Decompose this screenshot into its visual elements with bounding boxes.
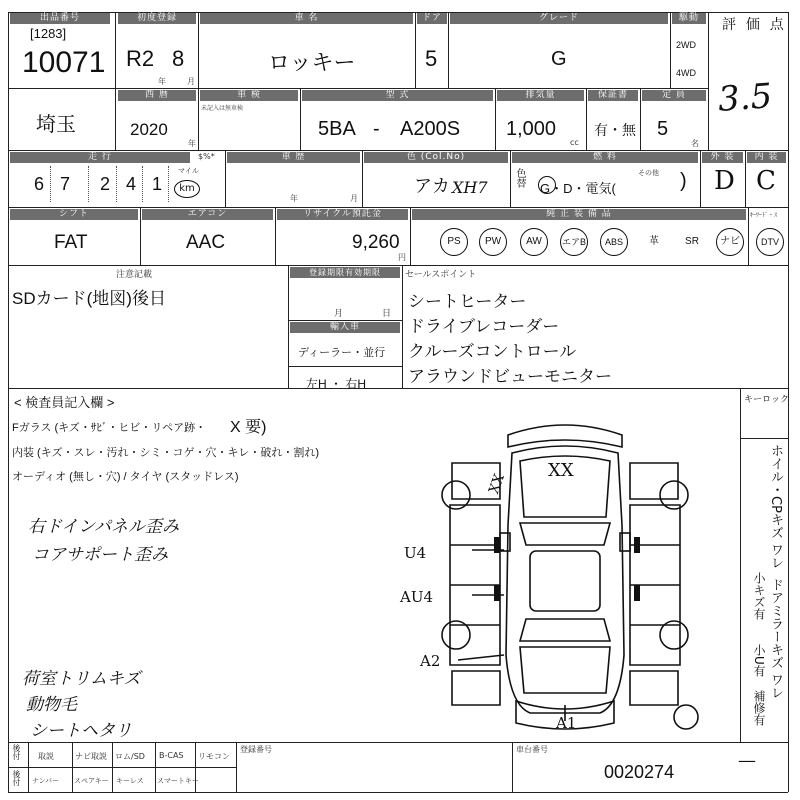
mileage-digit: 4 xyxy=(126,174,137,194)
nen-label-2: 年 xyxy=(188,139,196,148)
sales-header: セールスポイント xyxy=(405,270,477,280)
mileage-header: 走 行 xyxy=(10,152,190,163)
equip-leather: 革 xyxy=(649,236,659,247)
item-spare-key: スペアキー xyxy=(74,777,109,785)
displacement-value: 1,000 xyxy=(506,118,557,140)
damage-front: XX xyxy=(548,460,574,481)
color-header: 色 (Col.No) xyxy=(364,152,508,163)
item-smart-key: スマートキー xyxy=(157,777,199,785)
import-header: 輸入車 xyxy=(290,322,400,333)
unit-mile: マイル xyxy=(178,167,199,175)
warranty-value: 有・無 xyxy=(594,122,636,138)
handwritten-note: 動物毛 xyxy=(26,695,77,715)
fuel-header: 燃 料 xyxy=(512,152,698,163)
shaken-header: 車 検 xyxy=(200,90,298,101)
damage-a2: A2 xyxy=(420,652,441,670)
history-tsuki: 月 xyxy=(350,194,358,203)
cc-label: cc xyxy=(570,138,579,147)
tsuki-label: 月 xyxy=(187,77,195,86)
retrofit-label: 後付 xyxy=(12,744,21,760)
venue-code: [1283] xyxy=(30,26,67,41)
import-options: ディーラー・並行 xyxy=(298,347,386,359)
handle-options: 左H ・ 右H xyxy=(306,377,367,391)
item-remote: リモコン xyxy=(198,752,230,761)
side-note: 補修有 xyxy=(752,690,766,726)
retrofit-label: 後付 xyxy=(12,770,21,786)
yen-label: 円 xyxy=(398,253,406,262)
side-note: ドアミラーキズ ワレ xyxy=(768,578,783,700)
recycle-header: リサイクル預託金 xyxy=(277,209,408,220)
warranty-header: 保証書 xyxy=(588,90,638,101)
last-col-header: ｷｰﾜｰﾄﾞ・ｽ xyxy=(750,212,778,219)
notes-header: 注意記載 xyxy=(116,270,153,280)
equip-sr: SR xyxy=(685,236,699,247)
item-navi-manual: ナビ取説 xyxy=(75,752,107,761)
damage-hood-side: XX xyxy=(486,471,508,497)
recycle-value: 9,260 xyxy=(352,232,400,253)
doors-header: ドア xyxy=(417,13,447,24)
equip-navi: ナビ xyxy=(716,228,744,256)
capacity-header: 定 員 xyxy=(642,90,706,101)
seireki-value: 2020 xyxy=(130,120,168,139)
meter-header: $%* xyxy=(198,152,215,161)
score-header: 評 価 点 xyxy=(722,16,787,32)
doc-tsuki: 月 xyxy=(334,309,344,319)
ext-grade: D xyxy=(714,166,735,196)
mileage-digit: 7 xyxy=(60,174,71,194)
inspection-header: < 検査員記入欄 > xyxy=(14,395,115,410)
sales-point: クルーズコントロール xyxy=(408,342,577,361)
equip-pw: PW xyxy=(479,228,507,256)
mileage-digit: 1 xyxy=(152,174,163,194)
unit-km: km xyxy=(174,180,200,198)
damage-u4: U4 xyxy=(404,544,427,562)
handwritten-note: コアサポート歪み xyxy=(32,545,168,565)
first-reg-header: 初度登録 xyxy=(118,13,196,24)
drive-4wd: 4WD xyxy=(676,68,696,78)
shaken-note: 未記入は無車検 xyxy=(201,105,244,112)
reg-month: 8 xyxy=(172,46,185,71)
equip-dtv: DTV xyxy=(756,228,784,256)
damage-au4: AU4 xyxy=(400,588,434,606)
era-year: R2 xyxy=(126,46,155,71)
item-manual: 取説 xyxy=(38,752,54,761)
car-name: ロッキー xyxy=(268,50,356,75)
item-plate: ナンバー xyxy=(32,777,60,785)
capacity-value: 5 xyxy=(657,118,669,140)
region: 埼玉 xyxy=(36,114,76,136)
lot-header: 出品番号 xyxy=(10,13,110,24)
chassis-header: 車台番号 xyxy=(516,745,548,754)
model-prefix: 5BA xyxy=(318,118,356,140)
doors-value: 5 xyxy=(425,46,438,71)
drive-2wd: 2WD xyxy=(676,40,696,50)
item-rom-sd: ロム/SD xyxy=(115,752,145,761)
repaint-label: 色替 xyxy=(514,168,525,188)
notes-text: SDカード(地図)後日 xyxy=(12,289,166,308)
inspection-line-1-mark: X 要) xyxy=(230,419,267,436)
ext-header: 外 装 xyxy=(702,152,743,163)
model-code: A200S xyxy=(400,118,461,140)
inspection-line-1: Fガラス (キズ・ｻﾋﾞ・ヒビ・リペア跡・ xyxy=(12,422,207,434)
sales-point: アラウンドビューモニター xyxy=(408,367,612,386)
seireki-header: 西 暦 xyxy=(118,90,196,101)
grade-header: グレード xyxy=(450,13,668,24)
int-header: 内 装 xyxy=(747,152,786,163)
displacement-header: 排気量 xyxy=(497,90,584,101)
car-diagram xyxy=(420,405,740,740)
color-value: アカ xyxy=(414,176,450,196)
color-code: XH7 xyxy=(452,178,488,197)
sales-point: ドライブレコーダー xyxy=(408,317,560,336)
inspection-line-2: 内装 (キズ・スレ・汚れ・シミ・コゲ・穴・キレ・破れ・割れ) xyxy=(12,447,320,459)
damage-a1: A1 xyxy=(556,714,577,732)
mileage-digit: 6 xyxy=(34,174,45,194)
bottom-dash: — xyxy=(738,750,756,771)
equip-abs: ABS xyxy=(600,228,628,256)
score-value: 3.5 xyxy=(716,76,774,120)
inspection-line-3: オーディオ (無し・穴) / タイヤ (スタッドレス) xyxy=(12,471,239,483)
mei-label: 名 xyxy=(691,139,699,148)
nen-label: 年 xyxy=(158,77,166,86)
handwritten-note: 荷室トリムキズ xyxy=(22,669,141,689)
handwritten-note: 右ドインパネル歪み xyxy=(28,517,179,537)
keylock-label: キーロック xyxy=(744,394,789,404)
car-name-header: 車 名 xyxy=(200,13,413,24)
shift-header: シフト xyxy=(10,209,138,220)
aircon-value: AAC xyxy=(186,232,226,253)
equip-aw: AW xyxy=(520,228,548,256)
history-nen: 年 xyxy=(290,194,298,203)
aircon-header: エアコン xyxy=(142,209,273,220)
item-keyless: キーレス xyxy=(116,777,144,785)
shift-value: FAT xyxy=(54,232,88,253)
handwritten-note: シートヘタリ xyxy=(30,721,132,741)
chassis-number: 0020274 xyxy=(604,762,675,782)
model-header: 型 式 xyxy=(302,90,493,101)
equip-airbag: エアB xyxy=(560,228,588,256)
side-note: 小キズ有 xyxy=(752,572,766,620)
int-grade: C xyxy=(756,166,776,196)
fuel-close: ) xyxy=(680,170,687,192)
model-dash: - xyxy=(373,118,380,140)
side-note: ホイル・CPキズ ワレ xyxy=(768,444,783,570)
sales-point: シートヒーター xyxy=(408,292,527,311)
lot-number: 10071 xyxy=(22,46,106,79)
reg-no-header: 登録番号 xyxy=(240,745,272,754)
side-note: 小U有 xyxy=(752,644,766,677)
fuel-options: G・D・電気( xyxy=(540,181,616,196)
item-bcas: B-CAS xyxy=(159,751,184,760)
equipment-header: 純 正 装 備 品 xyxy=(412,209,746,220)
doc-header: 登録期限有効期限 xyxy=(290,267,400,278)
mileage-digit: 2 xyxy=(100,174,111,194)
fuel-other: その他 xyxy=(638,169,659,177)
drive-header: 駆動 xyxy=(672,13,706,24)
equip-ps: PS xyxy=(440,228,468,256)
grade-value: G xyxy=(551,48,567,70)
history-header: 車 歴 xyxy=(227,152,360,163)
doc-hi: 日 xyxy=(382,309,392,319)
